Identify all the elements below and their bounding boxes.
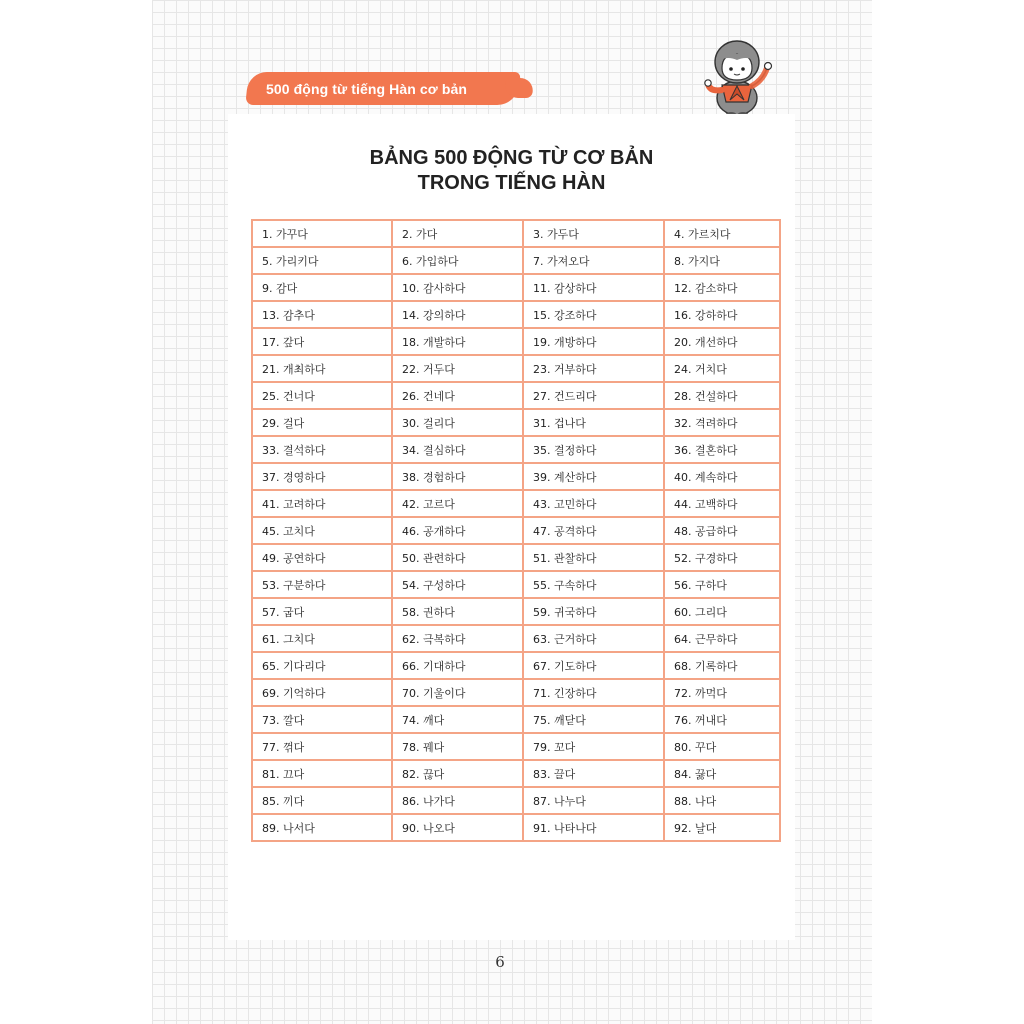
verb-cell: 76. 꺼내다: [664, 706, 780, 733]
verb-cell: 63. 근거하다: [523, 625, 664, 652]
verb-cell: 13. 감추다: [252, 301, 392, 328]
verb-cell: 27. 건드리다: [523, 382, 664, 409]
verb-cell: 78. 꿰다: [392, 733, 523, 760]
verb-cell: 38. 경험하다: [392, 463, 523, 490]
verb-cell: 64. 근무하다: [664, 625, 780, 652]
verb-cell: 84. 끓다: [664, 760, 780, 787]
table-row: [252, 220, 780, 247]
table-row: [252, 517, 780, 544]
table-row: [252, 760, 780, 787]
verb-table: [251, 219, 781, 842]
verb-cell: 66. 기대하다: [392, 652, 523, 679]
title-line-2: TRONG TIẾNG HÀN: [417, 172, 606, 194]
verb-cell: 59. 귀국하다: [523, 598, 664, 625]
verb-cell: 54. 구성하다: [392, 571, 523, 598]
title-line-1: BẢNG 500 ĐỘNG TỪ CƠ BẢN: [369, 147, 654, 169]
verb-cell: 45. 고치다: [252, 517, 392, 544]
page-number: 6: [495, 953, 505, 971]
verb-cell: 19. 개방하다: [523, 328, 664, 355]
table-row: [252, 814, 780, 841]
verb-cell: 25. 건너다: [252, 382, 392, 409]
verb-cell: 24. 거치다: [664, 355, 780, 382]
verb-cell: 35. 결정하다: [523, 436, 664, 463]
verb-cell: 1. 가꾸다: [252, 220, 392, 247]
verb-cell: 91. 나타나다: [523, 814, 664, 841]
verb-cell: 21. 개최하다: [252, 355, 392, 382]
verb-cell: 36. 결혼하다: [664, 436, 780, 463]
table-row: [252, 409, 780, 436]
verb-cell: 8. 가지다: [664, 247, 780, 274]
verb-cell: 6. 가입하다: [392, 247, 523, 274]
verb-cell: 26. 건네다: [392, 382, 523, 409]
verb-cell: 2. 가다: [392, 220, 523, 247]
table-row: [252, 247, 780, 274]
verb-cell: 68. 기록하다: [664, 652, 780, 679]
verb-cell: 14. 강의하다: [392, 301, 523, 328]
verb-cell: 39. 계산하다: [523, 463, 664, 490]
verb-cell: 51. 관찰하다: [523, 544, 664, 571]
table-row: [252, 733, 780, 760]
verb-cell: 55. 구속하다: [523, 571, 664, 598]
verb-cell: 3. 가두다: [523, 220, 664, 247]
verb-cell: 40. 계속하다: [664, 463, 780, 490]
header-banner-text: 500 động từ tiếng Hàn cơ bản: [266, 81, 468, 97]
verb-cell: 62. 극복하다: [392, 625, 523, 652]
table-row: [252, 787, 780, 814]
verb-cell: 17. 갚다: [252, 328, 392, 355]
verb-cell: 11. 감상하다: [523, 274, 664, 301]
verb-cell: 43. 고민하다: [523, 490, 664, 517]
verb-cell: 85. 끼다: [252, 787, 392, 814]
verb-cell: 29. 걸다: [252, 409, 392, 436]
verb-cell: 82. 끊다: [392, 760, 523, 787]
table-row: [252, 625, 780, 652]
verb-cell: 77. 꺾다: [252, 733, 392, 760]
verb-cell: 53. 구분하다: [252, 571, 392, 598]
table-row: [252, 544, 780, 571]
verb-cell: 71. 긴장하다: [523, 679, 664, 706]
verb-cell: 90. 나오다: [392, 814, 523, 841]
verb-cell: 79. 꼬다: [523, 733, 664, 760]
verb-cell: 22. 거두다: [392, 355, 523, 382]
verb-cell: 73. 깔다: [252, 706, 392, 733]
verb-cell: 80. 꾸다: [664, 733, 780, 760]
verb-cell: 31. 겁나다: [523, 409, 664, 436]
verb-cell: 48. 공급하다: [664, 517, 780, 544]
girl-mascot-icon: [700, 30, 780, 116]
table-row: [252, 328, 780, 355]
verb-cell: 49. 공연하다: [252, 544, 392, 571]
verb-cell: 16. 강하하다: [664, 301, 780, 328]
verb-cell: 20. 개선하다: [664, 328, 780, 355]
verb-cell: 67. 기도하다: [523, 652, 664, 679]
table-row: [252, 274, 780, 301]
table-row: [252, 382, 780, 409]
verb-cell: 37. 경영하다: [252, 463, 392, 490]
verb-cell: 47. 공격하다: [523, 517, 664, 544]
verb-cell: 92. 날다: [664, 814, 780, 841]
page-title: [228, 146, 795, 196]
verb-cell: 69. 기억하다: [252, 679, 392, 706]
verb-cell: 46. 공개하다: [392, 517, 523, 544]
verb-cell: 12. 감소하다: [664, 274, 780, 301]
verb-cell: 18. 개발하다: [392, 328, 523, 355]
verb-cell: 58. 권하다: [392, 598, 523, 625]
table-row: [252, 301, 780, 328]
verb-cell: 33. 결석하다: [252, 436, 392, 463]
verb-cell: 83. 끌다: [523, 760, 664, 787]
table-row: [252, 436, 780, 463]
verb-cell: 75. 깨닫다: [523, 706, 664, 733]
verb-cell: 65. 기다리다: [252, 652, 392, 679]
table-row: [252, 463, 780, 490]
verb-cell: 56. 구하다: [664, 571, 780, 598]
verb-cell: 60. 그리다: [664, 598, 780, 625]
verb-cell: 52. 구경하다: [664, 544, 780, 571]
verb-cell: 4. 가르치다: [664, 220, 780, 247]
verb-cell: 15. 강조하다: [523, 301, 664, 328]
verb-cell: 89. 나서다: [252, 814, 392, 841]
verb-cell: 7. 가져오다: [523, 247, 664, 274]
verb-cell: 30. 걸리다: [392, 409, 523, 436]
table-row: [252, 679, 780, 706]
verb-cell: 61. 그치다: [252, 625, 392, 652]
verb-cell: 50. 관련하다: [392, 544, 523, 571]
table-row: [252, 490, 780, 517]
verb-cell: 34. 결심하다: [392, 436, 523, 463]
verb-cell: 88. 나다: [664, 787, 780, 814]
verb-cell: 81. 끄다: [252, 760, 392, 787]
verb-cell: 5. 가리키다: [252, 247, 392, 274]
verb-cell: 70. 기울이다: [392, 679, 523, 706]
verb-cell: 10. 감사하다: [392, 274, 523, 301]
verb-cell: 87. 나누다: [523, 787, 664, 814]
verb-cell: 41. 고려하다: [252, 490, 392, 517]
table-row: [252, 598, 780, 625]
verb-cell: 72. 까먹다: [664, 679, 780, 706]
verb-cell: 23. 거부하다: [523, 355, 664, 382]
verb-cell: 32. 격려하다: [664, 409, 780, 436]
verb-cell: 74. 깨다: [392, 706, 523, 733]
verb-cell: 28. 건설하다: [664, 382, 780, 409]
verb-cell: 57. 굽다: [252, 598, 392, 625]
table-row: [252, 571, 780, 598]
verb-cell: 42. 고르다: [392, 490, 523, 517]
verb-cell: 86. 나가다: [392, 787, 523, 814]
table-row: [252, 652, 780, 679]
table-row: [252, 706, 780, 733]
table-row: [252, 355, 780, 382]
verb-cell: 44. 고백하다: [664, 490, 780, 517]
verb-cell: 9. 감다: [252, 274, 392, 301]
